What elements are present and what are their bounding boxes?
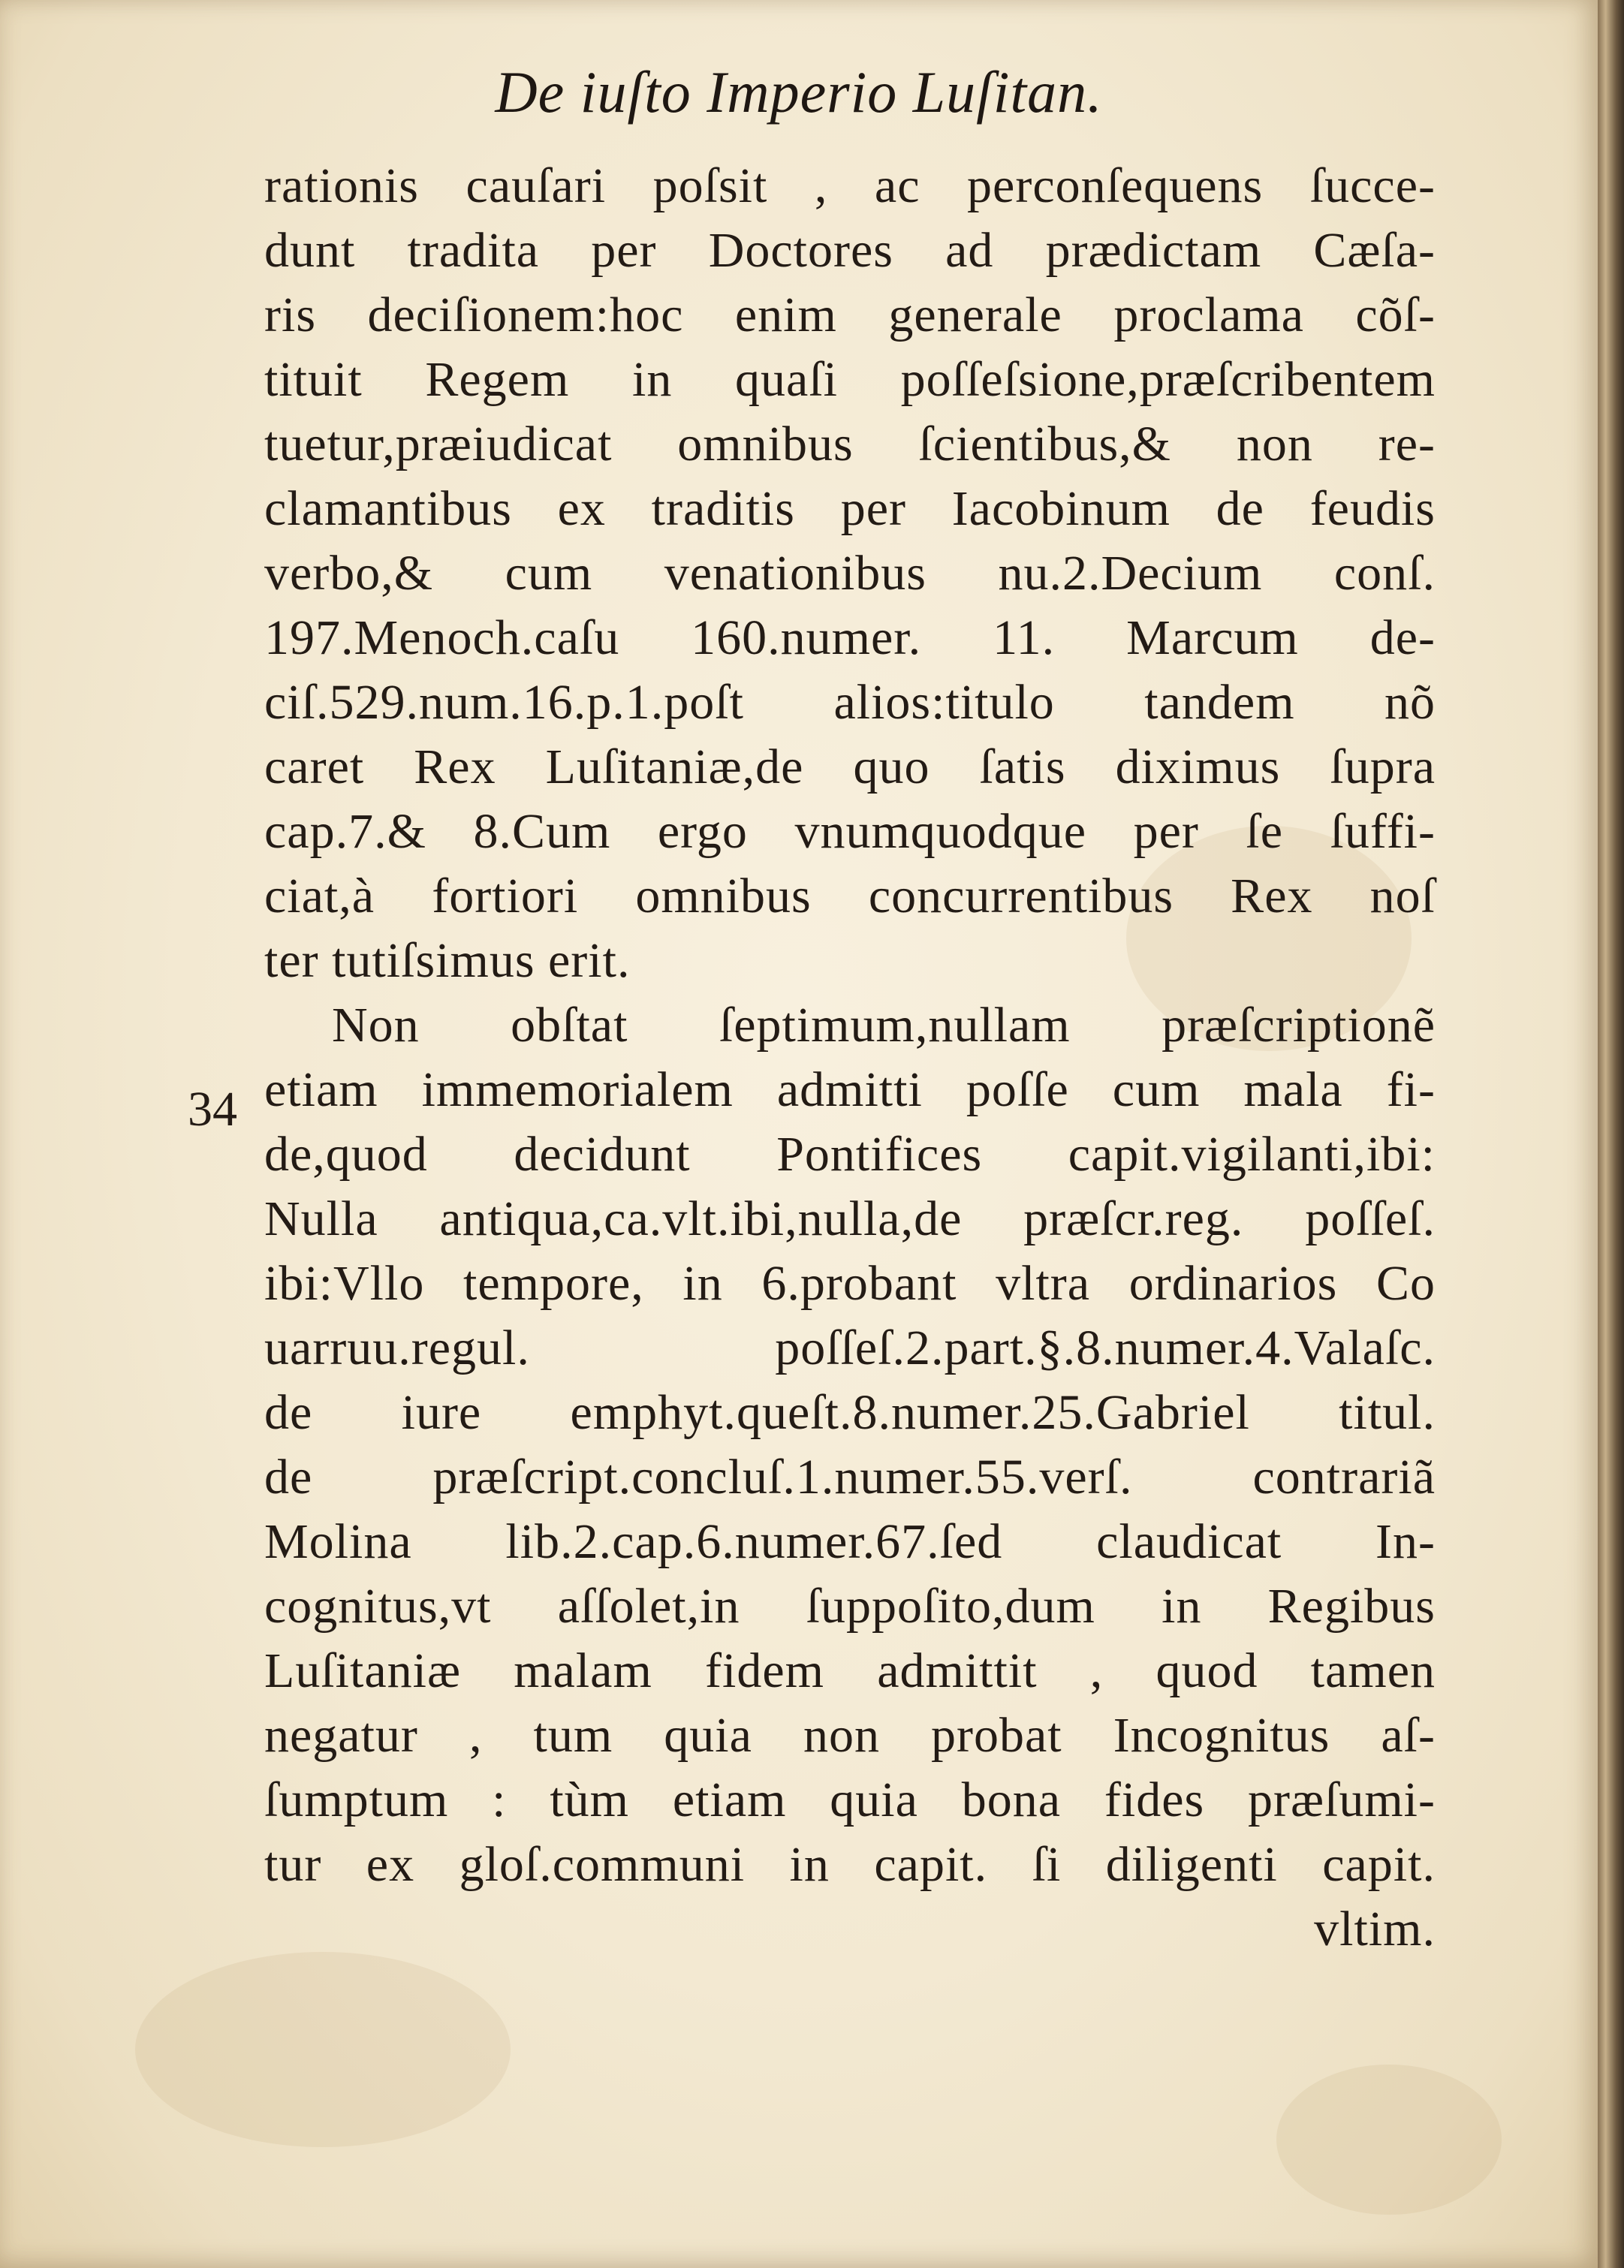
- text-line: clamantibus ex traditis per Iacobinum de feudis: [264, 481, 1436, 536]
- text-line: uarruu.regul. poſſeſ.2.part.§.8.numer.4.Valaſc.: [264, 1321, 1436, 1375]
- running-head: De iuſto Imperio Luſitan.: [495, 59, 1103, 125]
- text-line: Non obſtat ſeptimum,nullam præſcriptionẽ: [332, 998, 1436, 1053]
- text-line: de præſcript.concluſ.1.numer.55.verſ. contrariã: [264, 1450, 1436, 1504]
- text-line: tuetur,præiudicat omnibus ſcientibus,& non re-: [264, 417, 1436, 471]
- text-line: tur ex gloſ.communi in capit. ſi diligenti capit.: [264, 1837, 1436, 1892]
- text-line: verbo,& cum venationibus nu.2.Decium conſ.: [264, 546, 1436, 601]
- text-line: cognitus,vt aſſolet,in ſuppoſito,dum in Regibus: [264, 1579, 1436, 1634]
- marginal-number: 34: [188, 1082, 237, 1137]
- text-line: ciſ.529.num.16.p.1.poſt alios:titulo tandem nõ: [264, 675, 1436, 730]
- text-line: negatur , tum quia non probat Incognitus aſ-: [264, 1708, 1436, 1763]
- text-line: de iure emphyt.queſt.8.numer.25.Gabriel titul.: [264, 1385, 1436, 1440]
- paper-stain: [135, 1952, 511, 2147]
- text-line: 197.Menoch.caſu 160.numer. 11. Marcum de-: [264, 610, 1436, 665]
- text-line: ibi:Vllo tempore, in 6.probant vltra ordinarios Co: [264, 1256, 1436, 1311]
- text-line: de,quod decidunt Pontifices capit.vigilanti,ibi:: [264, 1127, 1436, 1182]
- text-line: ciat,à fortiori omnibus concurrentibus Rex noſ: [264, 869, 1436, 923]
- text-line: rationis cauſari poſsit , ac perconſequens ſucce-: [264, 158, 1436, 213]
- catchword: vltim.: [1314, 1902, 1436, 1956]
- text-line: etiam immemorialem admitti poſſe cum mala fi-: [264, 1062, 1436, 1117]
- text-line: cap.7.& 8.Cum ergo vnumquodque per ſe ſuffi-: [264, 804, 1436, 859]
- body-text: [264, 154, 1436, 1962]
- text-line: tituit Regem in quaſi poſſeſsione,præſcribentem: [264, 352, 1436, 407]
- paper-stain: [1276, 2065, 1502, 2215]
- text-line: Molina lib.2.cap.6.numer.67.ſed claudicat In-: [264, 1514, 1436, 1569]
- page-edge: [1598, 0, 1624, 2268]
- text-line: ris deciſionem:hoc enim generale proclama cõſ-: [264, 288, 1436, 342]
- text-line: dunt tradita per Doctores ad prædictam Cæſa-: [264, 223, 1436, 278]
- text-line: Nulla antiqua,ca.vlt.ibi,nulla,de præſcr.reg. poſſeſ.: [264, 1191, 1436, 1246]
- text-line: caret Rex Luſitaniæ,de quo ſatis diximus ſupra: [264, 739, 1436, 794]
- text-line: Luſitaniæ malam fidem admittit , quod tamen: [264, 1643, 1436, 1698]
- text-line: ter tutiſsimus erit.: [264, 933, 631, 988]
- text-line: ſumptum : tùm etiam quia bona fides præſumi-: [264, 1773, 1436, 1827]
